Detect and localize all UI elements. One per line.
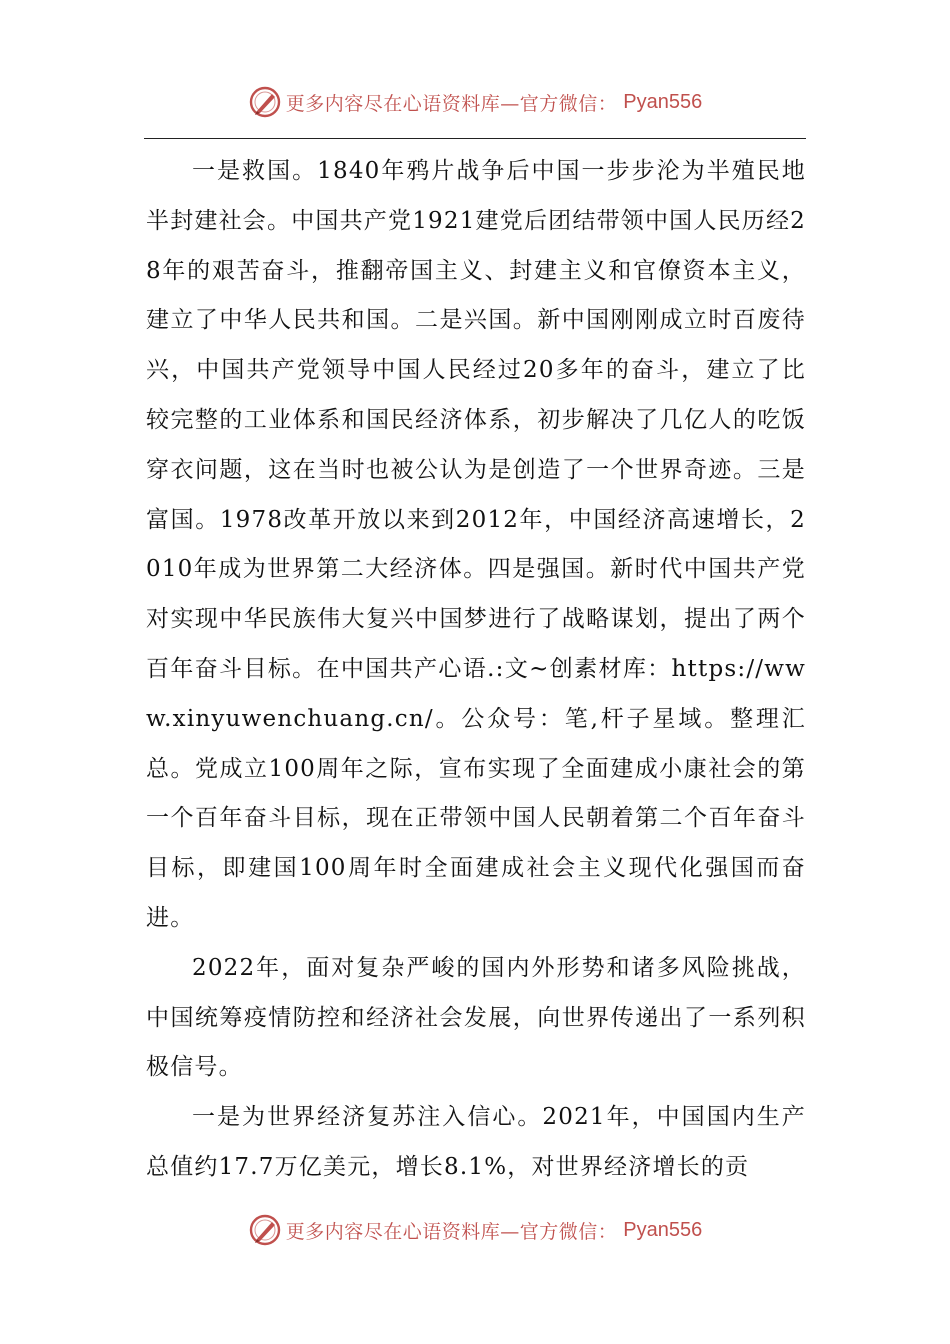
watermark-text: 更多内容尽在心语资料库—官方微信： <box>285 1220 618 1243</box>
header-watermark <box>0 82 950 122</box>
brush-logo-icon <box>248 1213 282 1247</box>
footer-watermark <box>0 1210 950 1250</box>
body-paragraph-3: 一是为世界经济复苏注入信心。2021年，中国国内生产总值约17.7万亿美元，增长8.1%，对世界经济增长的贡 <box>146 1104 806 1180</box>
watermark-wechat-id: Pyan556 <box>623 90 703 113</box>
brush-logo-icon <box>248 85 282 119</box>
watermark-text: 更多内容尽在心语资料库—官方微信： <box>285 92 618 115</box>
body-paragraph-1: 一是救国。1840年鸦片战争后中国一步步沦为半殖民地半封建社会。中国共产党1921建党后团结带领中国人民历经28年的艰苦奋斗，推翻帝国主义、封建主义和官僚资本主义，建立了中华人民共和国。二是兴国。新中国刚刚成立时百废待兴，中国共产党领导中国人民经过20多年的奋斗，建立了比较完整的工业体系和国民经济体系，初步解决了几亿人的吃饭穿衣问题，这在当时也被公认为是创造了一个世界奇迹。三是富国。1978改革开放以来到2012年，中国经济高速增长，2010年成为世界第二大经济体。四是强国。新时代中国共产党对实现中华民族伟大复兴中国梦进行了战略谋划，提出了两个百年奋斗目标。在中国共产心语.:文~创素材库：https://www.xinyuwenchuang.cn/。公众号：笔,杆子星域。整理汇总。党成立100周年之际，宣布实现了全面建成小康社会的第一个百年奋斗目标，现在正带领中国人民朝着第二个百年奋斗目标，即建国100周年时全面建成社会主义现代化强国而奋进。 <box>146 158 806 931</box>
watermark-wechat-id: Pyan556 <box>623 1218 703 1241</box>
header-divider <box>144 138 806 139</box>
body-paragraph-2: 2022年，面对复杂严峻的国内外形势和诸多风险挑战，中国统筹疫情防控和经济社会发展，向世界传递出了一系列积极信号。 <box>146 954 806 1081</box>
document-body <box>146 147 806 1193</box>
